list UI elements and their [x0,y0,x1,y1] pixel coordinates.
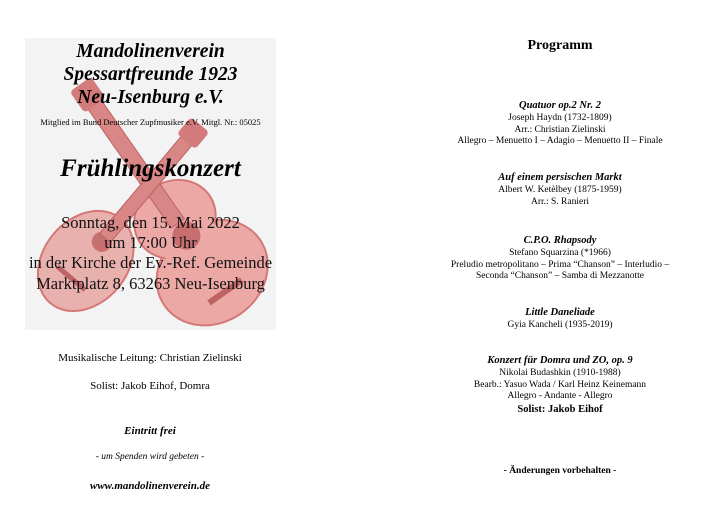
admission-free: Eintritt frei [124,425,176,437]
piece-line: Arr.: S. Ranieri [530,196,590,207]
piece-title: Konzert für Domra und ZO, op. 9 [487,355,633,366]
piece-line: Nikolai Budashkin (1910-1988) [499,368,621,378]
concert-address: Marktplatz 8, 63263 Neu-Isenburg [36,274,265,293]
piece-title: Little Daneliade [525,307,595,318]
concert-time: um 17:00 Uhr [104,233,197,252]
piece-title: Auf einem persischen Markt [498,172,622,183]
piece-line: Preludio metropolitano – Prima “Chanson” – Interludio – [450,259,670,270]
soloist-info: Solist: Jakob Eihof, Domra [90,380,210,392]
changes-note: - Änderungen vorbehalten - [503,466,617,476]
website-link[interactable]: www.mandolinenverein.de [90,480,210,492]
membership-note: Mitglied im Bund Deutscher Zupfmusiker e.V. Mitgl. Nr.: 05025 [40,117,261,127]
piece-line: Allegro - Andante - Allegro [507,391,613,401]
piece-line: Albert W. Ketèlbey (1875-1959) [498,185,622,195]
piece-title: C.P.O. Rhapsody [523,235,597,246]
program-panel [410,0,708,521]
concert-poster [25,38,276,330]
piece-line: Allegro – Menuetto I – Adagio – Menuetto II – Finale [457,136,663,146]
concert-venue: in der Kirche der Ev.-Ref. Gemeinde [28,253,273,272]
concert-title: Frühlingskonzert [60,155,241,182]
left-panel [0,0,300,521]
club-name-line-1: Mandolinenverein [76,41,225,62]
program-piece [410,99,708,148]
program-piece [410,354,708,416]
club-name-line-2: Spessartfreunde 1923 [63,64,238,85]
donation-note: - um Spenden wird gebeten - [95,452,205,462]
concert-date: Sonntag, den 15. Mai 2022 [61,213,240,232]
musical-lead: Musikalische Leitung: Christian Zielinski [58,352,242,364]
program-heading: Programm [527,38,593,53]
piece-line: Stefano Squarzina (*1966) [509,248,611,258]
program-piece [410,171,708,208]
piece-line: Arr.: Christian Zielinski [514,124,606,135]
piece-line: Joseph Haydn (1732-1809) [508,113,612,123]
program-piece [410,306,708,332]
piece-soloist: Solist: Jakob Eihof [517,403,603,415]
piece-line: Seconda “Chanson” – Samba di Mezzanotte [475,271,645,281]
piece-line: Bearb.: Yasuo Wada / Karl Heinz Keinemann [473,379,647,390]
piece-title: Quatuor op.2 Nr. 2 [519,100,601,111]
club-name-line-3: Neu-Isenburg e.V. [77,87,224,108]
program-piece [410,234,708,283]
piece-line: Gyia Kancheli (1935-2019) [507,320,613,330]
